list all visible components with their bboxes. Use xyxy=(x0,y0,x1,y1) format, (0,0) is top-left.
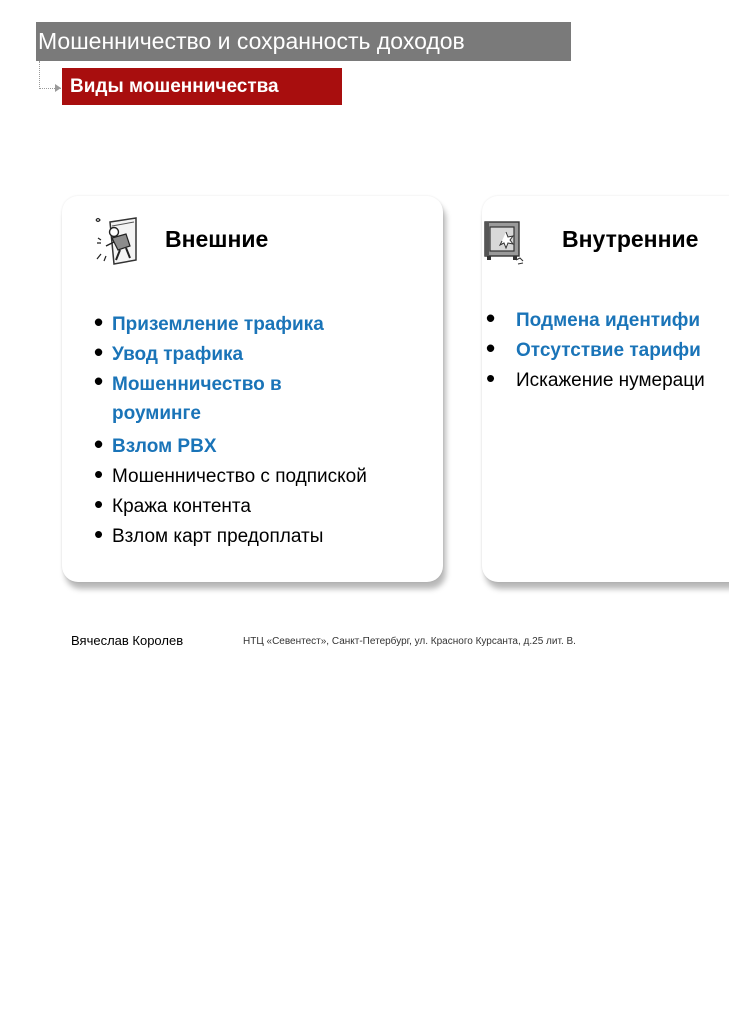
list-item: • Искажение нумераци xyxy=(486,363,705,393)
list-item: • Подмена идентифи xyxy=(486,303,701,333)
bullet-icon: • xyxy=(486,363,496,393)
internal-fraud-list xyxy=(486,303,729,396)
list-item: • Приземление трафика xyxy=(94,307,324,337)
bullet-icon: • xyxy=(94,307,104,337)
bullet-icon: • xyxy=(94,459,104,489)
footer-organization: НТЦ «Севентест», Санкт-Петербург, ул. Красного Курсанта, д.25 лит. В. xyxy=(243,636,576,647)
bullet-icon: • xyxy=(486,303,496,333)
list-item: • Мошенничество в роуминге xyxy=(94,366,282,424)
bullet-icon: • xyxy=(94,429,104,459)
broken-safe-icon xyxy=(482,216,526,266)
bullet-icon: • xyxy=(94,519,104,549)
list-item: • Мошенничество с подпиской xyxy=(94,459,367,489)
bullet-icon: • xyxy=(94,366,104,396)
bullet-icon: • xyxy=(94,489,104,519)
list-item: • Кража контента xyxy=(94,489,251,519)
list-item: • Отсутствие тарифи xyxy=(486,333,701,363)
footer-author: Вячеслав Королев xyxy=(71,633,184,648)
bullet-icon: • xyxy=(486,333,496,363)
internal-fraud-card xyxy=(482,196,729,582)
list-item: • Взлом PBX xyxy=(94,429,217,459)
list-item: • Увод трафика xyxy=(94,337,244,367)
external-heading: Внешние xyxy=(165,226,269,252)
slide-title: Мошенничество и сохранность доходов xyxy=(36,22,571,61)
list-item: • Взлом карт предоплаты xyxy=(94,519,324,549)
bullet-icon: • xyxy=(94,337,104,367)
slide-subtitle: Виды мошенничества xyxy=(62,68,342,105)
internal-heading: Внутренние xyxy=(562,226,699,252)
